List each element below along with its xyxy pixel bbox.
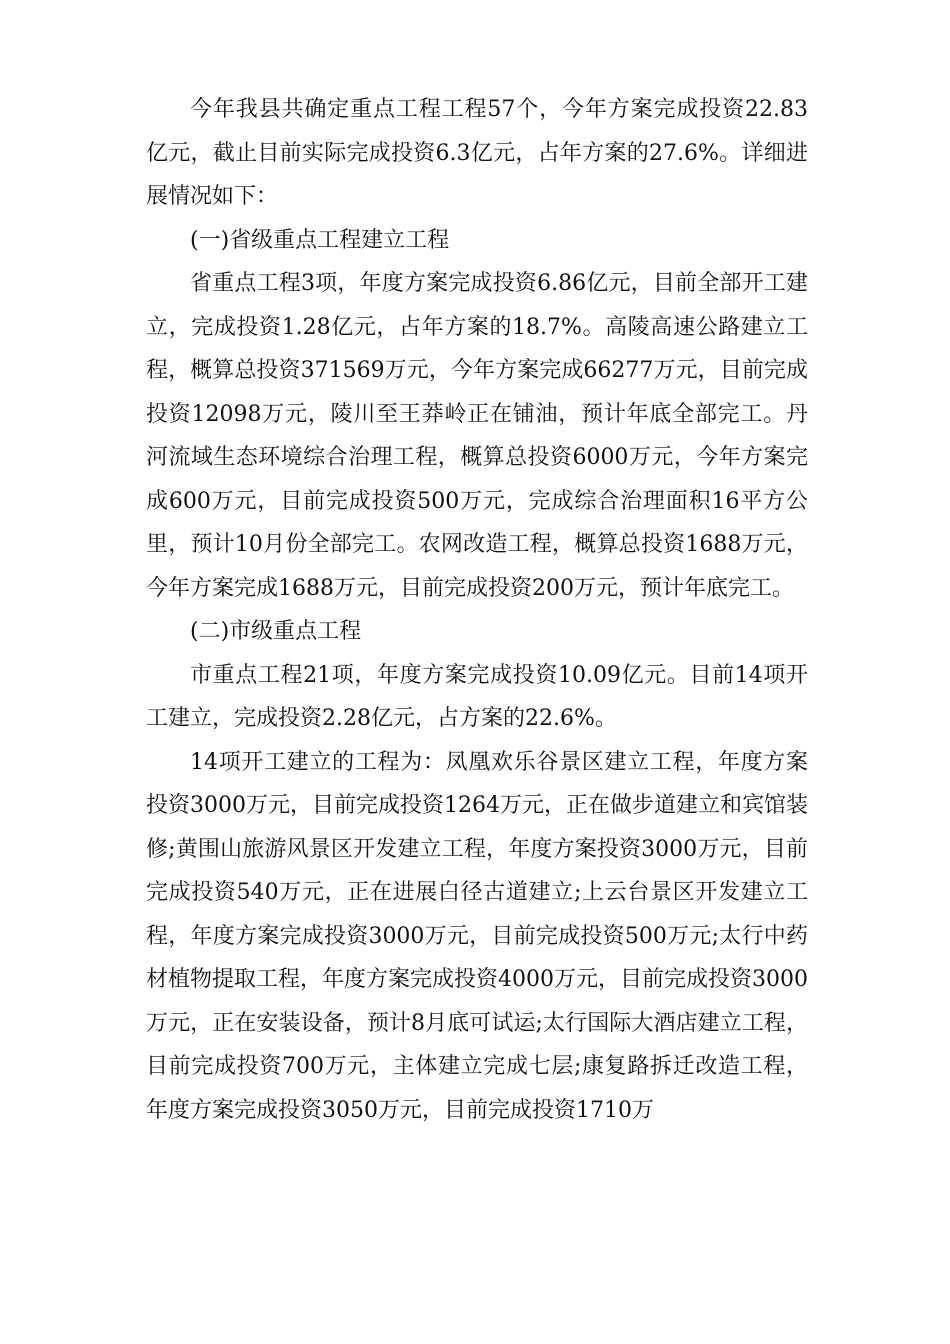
paragraph-municipal-summary: 市重点工程21项，年度方案完成投资10.09亿元。目前14项开工建立，完成投资2.28亿元，占方案的22.6%。 — [146, 662, 808, 731]
paragraph-municipal-projects: 14项开工建立的工程为：凤凰欢乐谷景区建立工程，年度方案投资3000万元，目前完成投资1264万元，正在做步道建立和宾馆装修;黄围山旅游风景区开发建立工程，年度方案投资3000万元，目前完成投资540万元，正在进展白径古道建立;上云台景区开发建立工程，年度方案完成投资3000万元，目前完成投资500万元;太行中药材植物提取工程，年度方案完成投资4000万元，目前完成投资3000万元，正在安装设备，预计8月底可试运;太行国际大酒店建立工程，目前完成投资700万元，主体建立完成七层;康复路拆迁改造工程，年度方案完成投资3050万元，目前完成投资1710万 — [146, 749, 808, 1123]
section-heading-provincial: (一)省级重点工程建立工程 — [190, 227, 450, 253]
paragraph-intro: 今年我县共确定重点工程工程57个，今年方案完成投资22.83亿元，截止目前实际完成投资6.3亿元，占年方案的27.6%。详细进展情况如下： — [146, 97, 808, 209]
section-heading-municipal: (二)市级重点工程 — [190, 619, 362, 644]
document-page — [146, 88, 808, 1132]
paragraph-provincial-projects: 省重点工程3项，年度方案完成投资6.86亿元，目前全部开工建立，完成投资1.28亿元，占年方案的18.7%。高陵高速公路建立工程，概算总投资371569万元，今年方案完成66277万元，目前完成投资12098万元，陵川至王莽岭正在铺油，预计年底全部完工。丹河流域生态环境综合治理工程，概算总投资6000万元，今年方案完成600万元，目前完成投资500万元，完成综合治理面积16平方公里，预计10月份全部完工。农网改造工程，概算总投资1688万元，今年方案完成1688万元，目前完成投资200万元，预计年底完工。 — [146, 271, 808, 601]
